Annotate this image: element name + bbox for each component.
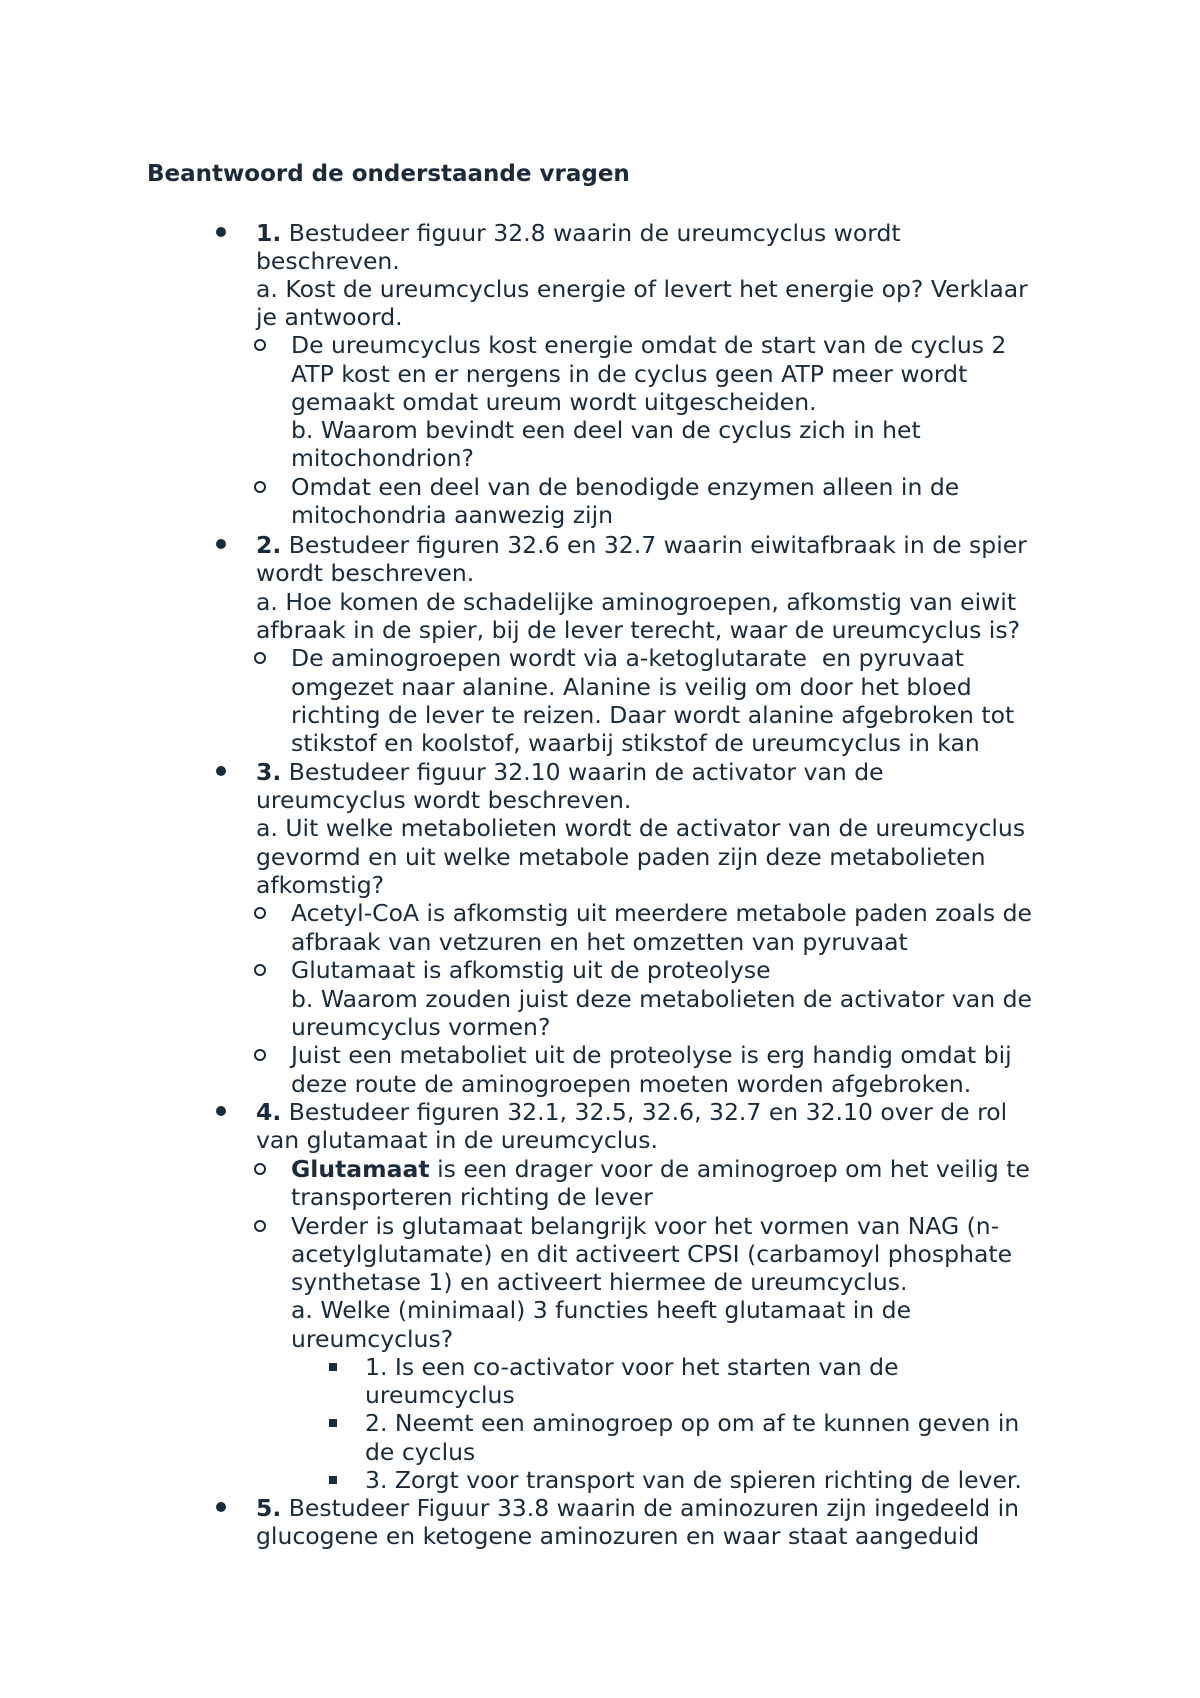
q1-line-2: beschreven.: [256, 247, 400, 275]
q1-question-b-1: b. Waarom bevindt een deel van de cyclus zich in het: [291, 416, 921, 444]
q2-line-1: 2. Bestudeer figuren 32.6 en 32.7 waarin eiwitafbraak in de spier: [256, 531, 1027, 559]
square-bullet-q4-s1: [329, 1363, 337, 1371]
bullet-q2: [216, 539, 226, 549]
q1-question-a-1: a. Kost de ureumcyclus energie of levert het energie op? Verklaar: [256, 275, 1028, 303]
q3-question-a-3: afkomstig?: [256, 871, 385, 899]
q3-question-a-2: gevormd en uit welke metabole paden zijn deze metabolieten: [256, 843, 986, 871]
q4-number: 4.: [256, 1098, 282, 1126]
q4-question-a-1: a. Welke (minimaal) 3 functies heeft glutamaat in de: [291, 1296, 912, 1324]
q1-line-1: 1. Bestudeer figuur 32.8 waarin de ureumcyclus wordt: [256, 219, 901, 247]
q2-question-a-2: afbraak in de spier, bij de lever terecht, waar de ureumcyclus is?: [256, 616, 1021, 644]
q5-line-1: 5. Bestudeer Figuur 33.8 waarin de aminozuren zijn ingedeeld in: [256, 1494, 1020, 1522]
circle-bullet-q1-a1: [254, 339, 266, 351]
bullet-q5: [216, 1502, 226, 1512]
q5-number: 5.: [256, 1494, 282, 1522]
q3-answer1-line-2: afbraak van vetzuren en het omzetten van pyruvaat: [291, 928, 908, 956]
q1-answer1-line-1: De ureumcyclus kost energie omdat de start van de cyclus 2: [291, 331, 1007, 359]
q3-answer3-line-1: Juist een metaboliet uit de proteolyse is erg handig omdat bij: [291, 1041, 1012, 1069]
circle-bullet-q4-a2: [254, 1220, 266, 1232]
q4-line-2: van glutamaat in de ureumcyclus.: [256, 1126, 658, 1154]
q1-question-a-2: je antwoord.: [256, 303, 403, 331]
q2-line-2: wordt beschreven.: [256, 559, 475, 587]
q2-answer1-line-3: richting de lever te reizen. Daar wordt alanine afgebroken tot: [291, 701, 1015, 729]
circle-bullet-q4-a1: [254, 1163, 266, 1175]
circle-bullet-q3-a3: [254, 1049, 266, 1061]
q4-sub1-line-1: 1. Is een co-activator voor het starten van de: [365, 1353, 899, 1381]
q4-question-a-2: ureumcyclus?: [291, 1325, 454, 1353]
q2-number: 2.: [256, 531, 282, 559]
page-heading: Beantwoord de onderstaande vragen: [147, 161, 630, 187]
circle-bullet-q3-a1: [254, 907, 266, 919]
circle-bullet-q1-a2: [254, 481, 266, 493]
q4-sub2-line-2: de cyclus: [365, 1438, 476, 1466]
q1-answer1-line-2: ATP kost en er nergens in de cyclus geen ATP meer wordt: [291, 360, 968, 388]
q3-answer3-line-2: deze route de aminogroepen moeten worden afgebroken.: [291, 1070, 972, 1098]
q3-number: 3.: [256, 758, 282, 786]
q4-sub2-line-1: 2. Neemt een aminogroep op om af te kunnen geven in: [365, 1409, 1020, 1437]
bullet-q1: [216, 227, 226, 237]
q2-answer1-line-2: omgezet naar alanine. Alanine is veilig om door het bloed: [291, 673, 972, 701]
q3-question-b-2: ureumcyclus vormen?: [291, 1013, 551, 1041]
q1-number: 1.: [256, 219, 282, 247]
q4-answer1-line-1: Glutamaat is een drager voor de aminogroep om het veilig te: [291, 1155, 1030, 1183]
q3-answer2-line-1: Glutamaat is afkomstig uit de proteolyse: [291, 956, 771, 984]
q3-question-a-1: a. Uit welke metabolieten wordt de activator van de ureumcyclus: [256, 814, 1026, 842]
q4-answer2-line-2: acetylglutamate) en dit activeert CPSI (carbamoyl phosphate: [291, 1240, 1013, 1268]
q2-answer1-line-4: stikstof en koolstof, waarbij stikstof de ureumcyclus in kan: [291, 729, 980, 757]
q1-answer1-line-3: gemaakt omdat ureum wordt uitgescheiden.: [291, 388, 817, 416]
q3-question-b-1: b. Waarom zouden juist deze metabolieten de activator van de: [291, 985, 1032, 1013]
q1-answer2-line-2: mitochondria aanwezig zijn: [291, 501, 613, 529]
q1-answer2-line-1: Omdat een deel van de benodigde enzymen alleen in de: [291, 473, 960, 501]
circle-bullet-q2-a1: [254, 652, 266, 664]
q4-answer1-line-2: transporteren richting de lever: [291, 1183, 653, 1211]
q1-question-b-2: mitochondrion?: [291, 444, 474, 472]
glutamaat-bold: Glutamaat: [291, 1155, 430, 1183]
bullet-q3: [216, 766, 226, 776]
circle-bullet-q3-a2: [254, 964, 266, 976]
q5-line-2: glucogene en ketogene aminozuren en waar staat aangeduid: [256, 1522, 980, 1550]
q4-answer2-line-1: Verder is glutamaat belangrijk voor het vormen van NAG (n-: [291, 1212, 1000, 1240]
q3-line-1: 3. Bestudeer figuur 32.10 waarin de activator van de: [256, 758, 884, 786]
square-bullet-q4-s3: [329, 1476, 337, 1484]
q3-line-2: ureumcyclus wordt beschreven.: [256, 786, 632, 814]
bullet-q4: [216, 1106, 226, 1116]
q4-sub3-line-1: 3. Zorgt voor transport van de spieren richting de lever.: [365, 1466, 1022, 1494]
q2-question-a-1: a. Hoe komen de schadelijke aminogroepen, afkomstig van eiwit: [256, 588, 1017, 616]
square-bullet-q4-s2: [329, 1419, 337, 1427]
q4-answer2-line-3: synthetase 1) en activeert hiermee de ureumcyclus.: [291, 1268, 908, 1296]
q2-answer1-line-1: De aminogroepen wordt via a-ketoglutarate en pyruvaat: [291, 644, 964, 672]
q3-answer1-line-1: Acetyl-CoA is afkomstig uit meerdere metabole paden zoals de: [291, 899, 1032, 927]
q4-sub1-line-2: ureumcyclus: [365, 1381, 515, 1409]
q4-line-1: 4. Bestudeer figuren 32.1, 32.5, 32.6, 32.7 en 32.10 over de rol: [256, 1098, 1008, 1126]
